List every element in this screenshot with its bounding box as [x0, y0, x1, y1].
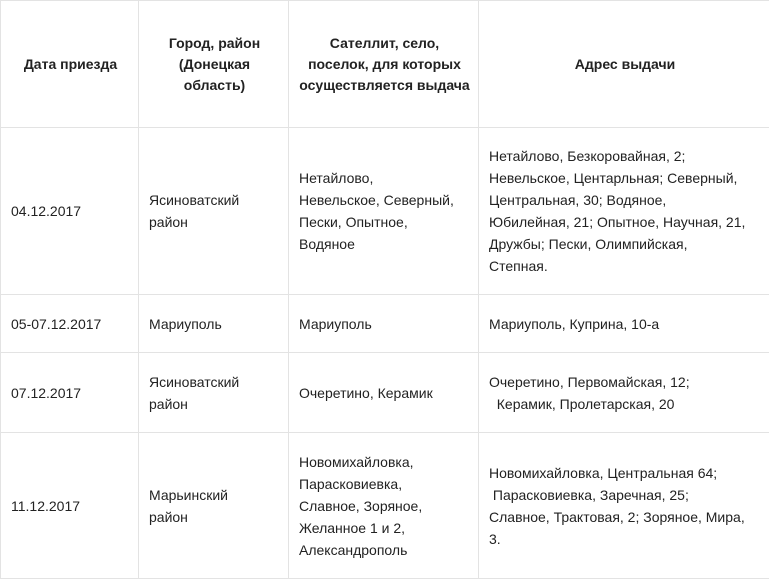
cell-line: 04.12.2017	[11, 203, 82, 219]
header-line: область)	[183, 76, 246, 93]
cell-line: Дружбы; Пески, Олимпийская,	[489, 236, 688, 252]
cell-line: Марьинский	[149, 486, 229, 503]
header-line: Дата приезда	[23, 55, 118, 72]
header-line: (Донецкая	[178, 55, 251, 72]
cell-line: Водяное	[299, 236, 355, 252]
cell-line: Желанное 1 и 2,	[299, 519, 406, 536]
cell-line: Очеретино, Первомайская, 12;	[489, 373, 690, 390]
cell-date	[1, 295, 139, 353]
table-row	[1, 353, 769, 433]
header-settlements	[289, 1, 479, 128]
header-issue-address	[479, 1, 769, 128]
cell-line: 3.	[489, 530, 501, 547]
cell-line: Юбилейная, 21; Опытное, Научная, 21,	[489, 214, 746, 230]
cell-line: Парасковиевка, Заречная, 25;	[489, 486, 689, 503]
cell-city	[139, 128, 289, 295]
cell-line: Мариуполь, Куприна, 10-а	[489, 315, 660, 332]
header-line: Адрес выдачи	[574, 55, 676, 72]
cell-date	[1, 128, 139, 295]
cell-address	[479, 353, 769, 433]
table-row	[1, 433, 769, 579]
header-arrival-date	[1, 1, 139, 128]
cell-date	[1, 433, 139, 579]
cell-line: Ясиноватский	[149, 192, 240, 208]
cell-city	[139, 353, 289, 433]
header-line: Сателлит, село,	[329, 34, 440, 51]
cell-line: 11.12.2017	[11, 497, 81, 514]
cell-line: Пески, Опытное,	[299, 214, 408, 230]
header-city-district	[139, 1, 289, 128]
cell-line: Мариуполь	[299, 315, 372, 332]
cell-date	[1, 353, 139, 433]
cell-line: 05-07.12.2017	[11, 315, 102, 332]
cell-line: 07.12.2017	[11, 384, 82, 401]
cell-address	[479, 128, 769, 295]
cell-line: Ясиноватский	[149, 373, 240, 390]
cell-line: Славное, Трактовая, 2; Зоряное, Мира,	[489, 508, 745, 525]
cell-line: Парасковиевка,	[299, 475, 403, 492]
cell-line: Нетайлово,	[299, 170, 374, 186]
cell-address	[479, 295, 769, 353]
header-line: осуществляется	[299, 76, 413, 93]
cell-settlements	[289, 433, 479, 579]
header-line: Город, район	[168, 34, 261, 51]
cell-line: Керамик, Пролетарская, 20	[489, 395, 675, 412]
cell-settlements	[289, 295, 479, 353]
header-line: поселок, для которых	[308, 55, 461, 72]
cell-line: Очеретино, Керамик	[299, 384, 433, 401]
cell-line: район	[149, 214, 188, 230]
cell-city	[139, 433, 289, 579]
cell-line: Степная.	[489, 258, 548, 274]
cell-line: Мариуполь	[149, 315, 222, 332]
cell-city	[139, 295, 289, 353]
cell-line: Невельское, Центарльная; Северный,	[489, 170, 738, 186]
cell-line: район	[149, 395, 188, 412]
header-line: выдача	[416, 76, 470, 93]
cell-address	[479, 433, 769, 579]
cell-line: Новомихайловка, Центральная 64;	[489, 464, 718, 481]
table-row	[1, 128, 769, 295]
table-header-row	[1, 1, 769, 128]
table-row	[1, 295, 769, 353]
cell-line: Славное, Зоряное,	[299, 497, 423, 514]
cell-line: Александрополь	[299, 541, 408, 558]
cell-line: Новомихайловка,	[299, 453, 414, 470]
cell-line: Нетайлово, Безкоровайная, 2;	[489, 148, 686, 164]
cell-settlements	[289, 128, 479, 295]
cell-line: Невельское, Северный,	[299, 192, 454, 208]
cell-line: Центральная, 30; Водяное,	[489, 192, 667, 208]
cell-line: район	[149, 508, 188, 525]
cell-settlements	[289, 353, 479, 433]
